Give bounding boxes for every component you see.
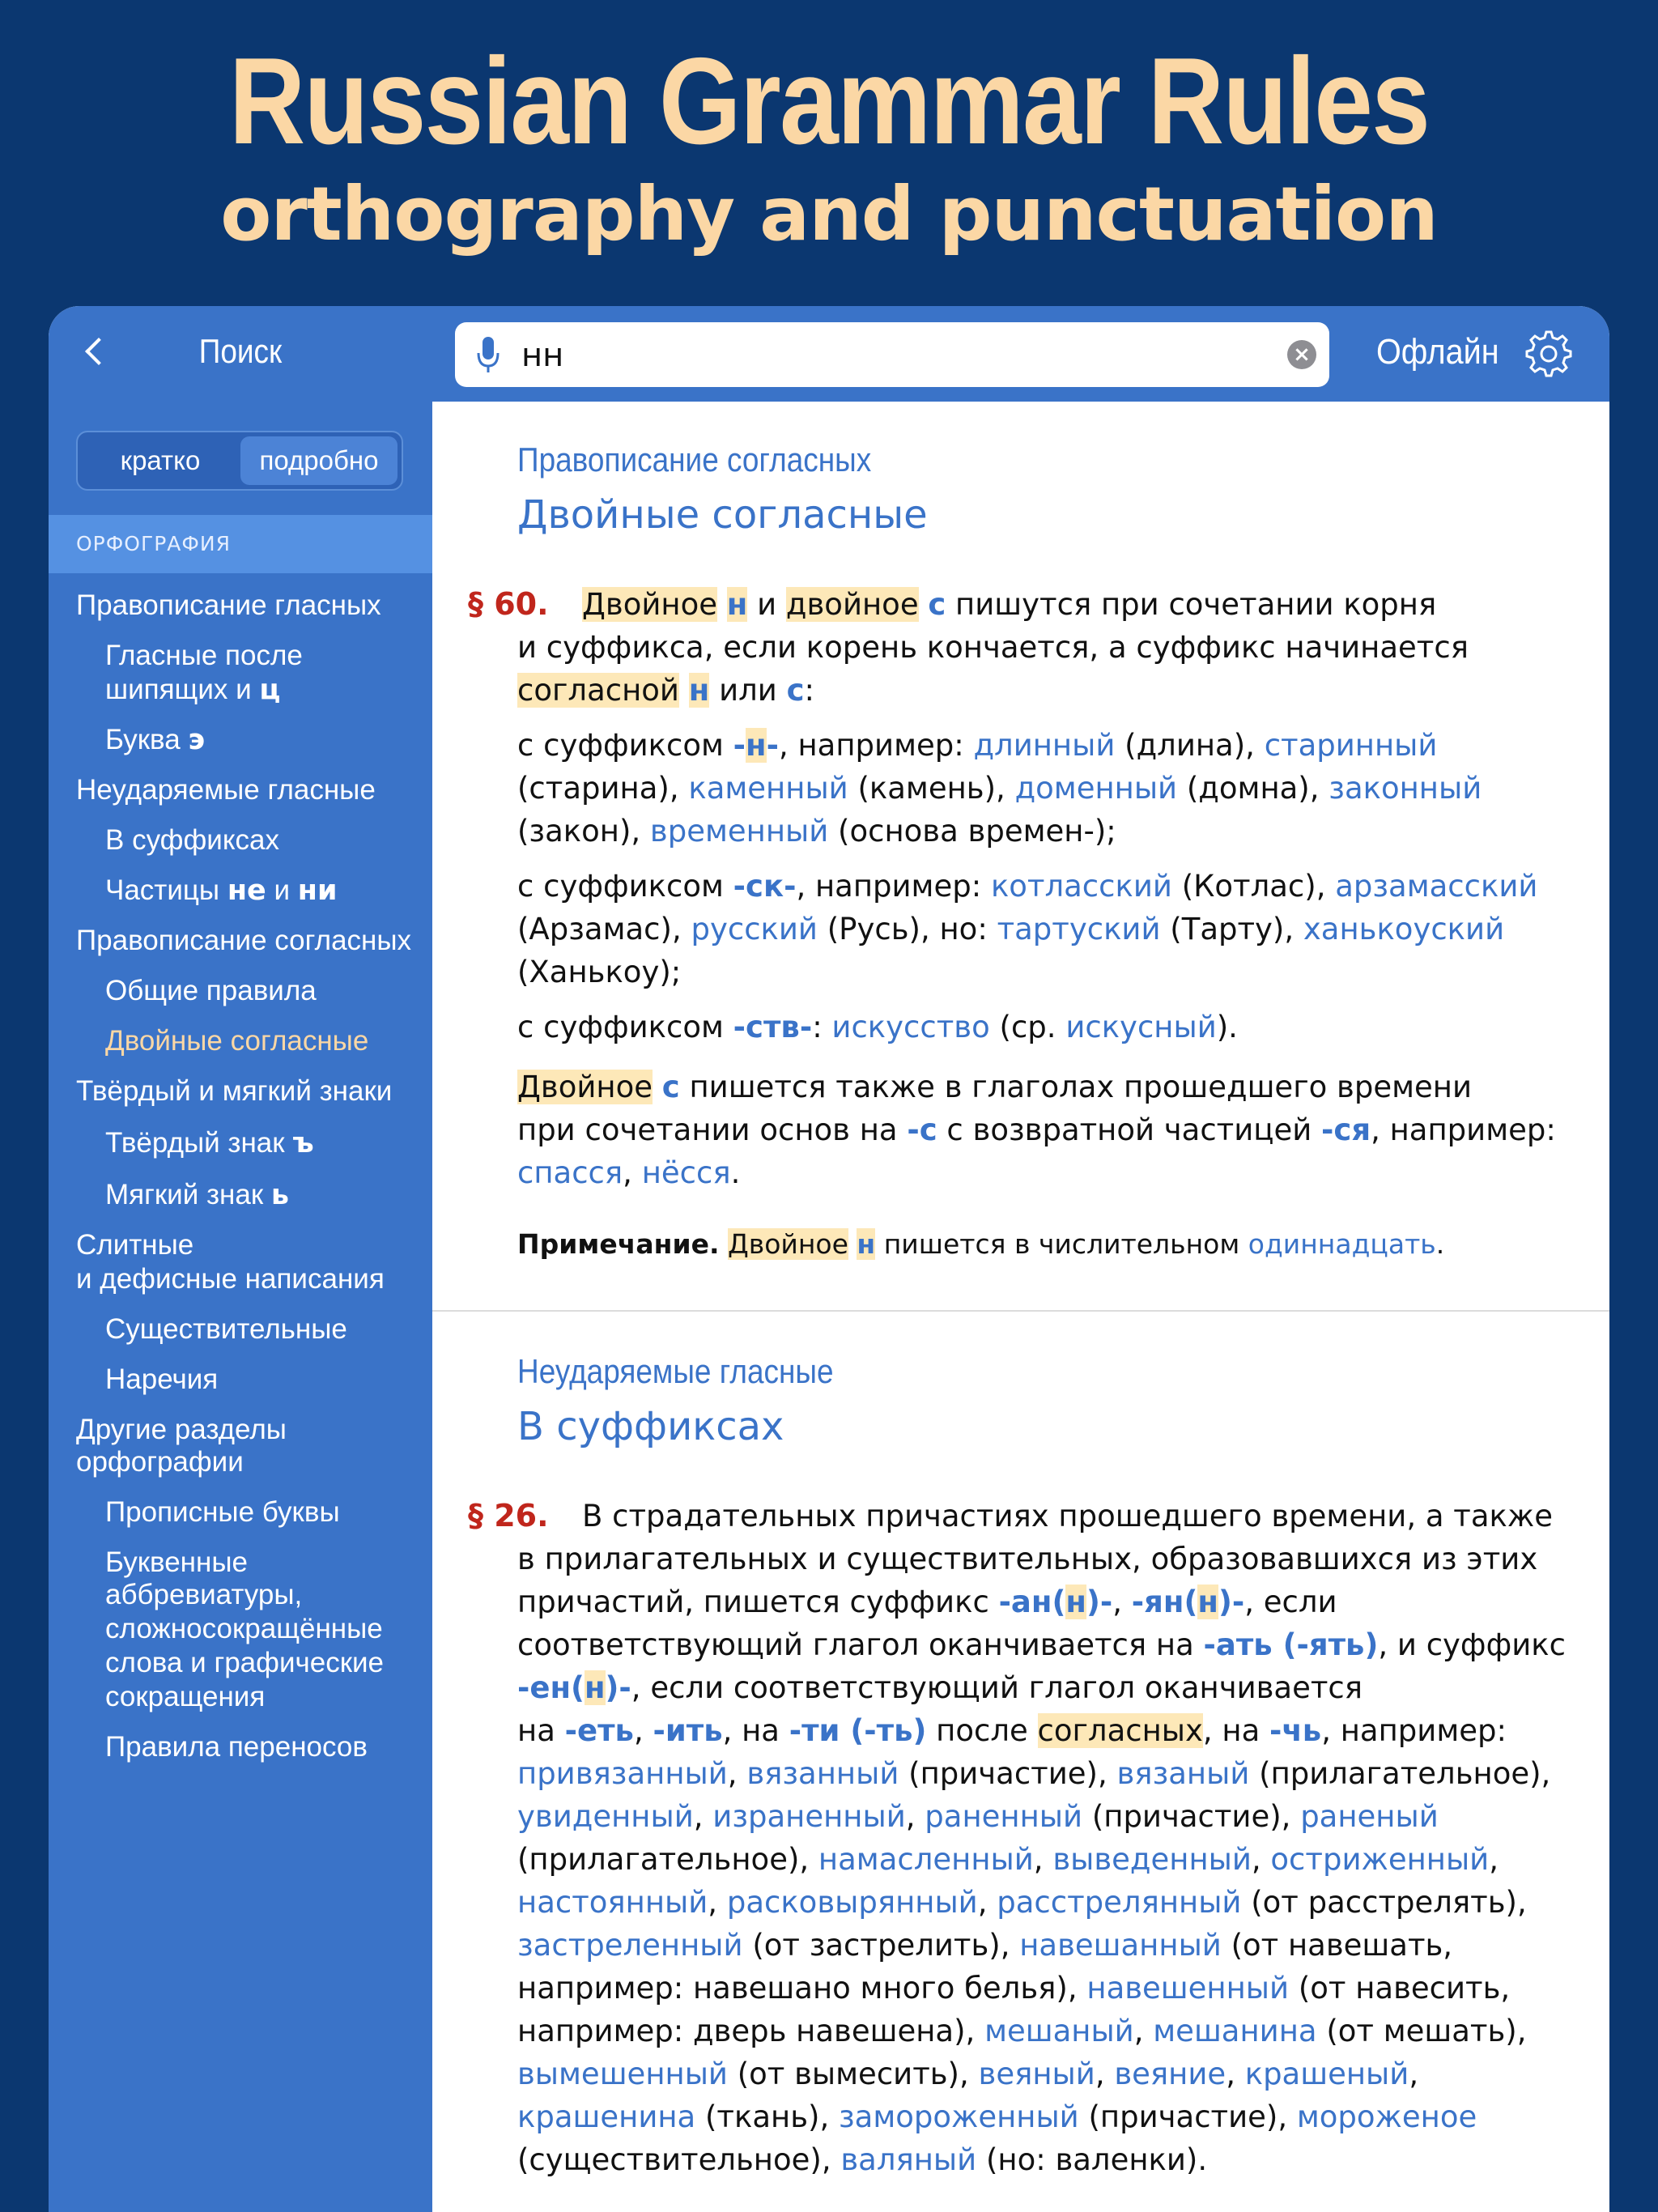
mode-short-button[interactable]: кратко <box>120 445 201 475</box>
promo-title: Russian Grammar Rules <box>228 32 1430 170</box>
rule-paragraph: с суффиксом -ств-: искусство (ср. искусный). <box>517 1010 1238 1044</box>
rule-note: Примечание. Двойное н пишется в числительном одиннадцать. <box>517 1228 1445 1260</box>
article-title: В суффиксах <box>517 1404 784 1449</box>
paragraph-number: § 26. <box>468 1498 549 1534</box>
rule-paragraph: В страдательных причастиях прошедшего времени, а также в прилагательных и существительных, образовавшихся из этих причастий, пишется суффикс -ан(н)-, -ян(н)-, если соответствующий глагол оканчивается на -ать (-ять), и суффикс -ен(н)-, если соответствующий глагол оканчивается на -еть, -ить, на -ти (-ть) после согласных, на -чь, например: привязанный, вязанный (причастие), вязаный (прилагательное), увиденный, израненный, раненный (причастие), раненый (прилагательное), намасленный, выведенный, остриженный, настоянный, расковырянный, расстрелянный (от расстрелять), застреленный (от застрелить), навешанный (от навешать, например: навешано много белья), навешенный (от навесить, например: дверь навешена), мешаный, мешанина (от мешать), вымешенный (от вымесить), веяный, веяние, крашеный, крашенина (ткань), замороженный (причастие), мороженое (существительное), валяный (но: валенки). <box>517 1499 1566 2177</box>
app-window <box>49 306 1609 2212</box>
sidebar-item[interactable]: Слитные <box>76 1229 194 1261</box>
sidebar-item[interactable]: Общие правила <box>105 975 317 1006</box>
sidebar-item[interactable]: шипящих и ц <box>105 674 281 706</box>
sidebar-item[interactable]: сокращения <box>105 1681 266 1712</box>
article-content <box>432 402 1609 2212</box>
sidebar-item[interactable]: сложносокращённые <box>105 1613 383 1644</box>
search-field[interactable] <box>455 322 1329 387</box>
microphone-icon[interactable] <box>476 335 500 374</box>
sidebar-nav <box>49 573 432 1763</box>
sidebar <box>49 306 432 2212</box>
rule-paragraph: Двойное н и двойное с пишутся при сочетании корня и суффикса, если корень кончается, а суффикс начинается согласной н или с: <box>517 587 1469 708</box>
sidebar-item[interactable]: Неударяемые гласные <box>76 774 376 806</box>
sidebar-item[interactable]: Правописание согласных <box>76 925 412 956</box>
sidebar-header <box>49 306 432 402</box>
sidebar-item[interactable]: Существительные <box>105 1313 347 1345</box>
sidebar-item[interactable]: слова и графические <box>105 1647 385 1678</box>
paragraph-number: § 60. <box>468 586 549 622</box>
sidebar-item[interactable]: Правописание гласных <box>76 589 381 621</box>
article-supertitle: Неударяемые гласные <box>517 1352 834 1390</box>
sidebar-item[interactable]: Буква э <box>105 724 206 756</box>
sidebar-item[interactable]: Буквенные аббревиатуры, <box>105 1546 303 1610</box>
search-input[interactable]: нн <box>521 337 564 374</box>
sidebar-item[interactable]: Твёрдый и мягкий знаки <box>76 1075 393 1107</box>
mode-segmented-control <box>76 431 403 491</box>
sidebar-title: Поиск <box>198 332 283 370</box>
rule-paragraph: с суффиксом -ск-, например: котласский (Котлас), арзамасский (Арзамас), русский (Русь), но: тартуский (Тарту), ханькоуский (Ханькоу); <box>517 869 1538 989</box>
sidebar-item[interactable]: Гласные после <box>105 640 303 671</box>
promo-banner <box>0 0 1658 308</box>
article-title: Двойные согласные <box>517 492 928 538</box>
article-double-consonants <box>432 402 1609 1312</box>
rule-paragraph: с суффиксом -н-, например: длинный (длина), старинный (старина), каменный (камень), доменный (домна), законный (закон), временный (основа времен-); <box>517 728 1482 849</box>
sidebar-item[interactable]: и дефисные написания <box>76 1263 385 1295</box>
gear-icon[interactable] <box>1524 329 1574 379</box>
sidebar-item[interactable]: Прописные буквы <box>105 1496 340 1528</box>
sidebar-item[interactable]: В суффиксах <box>105 824 279 856</box>
rule-paragraph: Двойное с пишется также в глаголах прошедшего времени при сочетании основ на -с с возвратной частицей -ся, например: спасся, нёсся. <box>517 1070 1556 1190</box>
sidebar-section-header: ОРФОГРАФИЯ <box>49 515 432 573</box>
article-supertitle: Правописание согласных <box>517 440 872 479</box>
offline-button[interactable]: Офлайн <box>1376 332 1499 372</box>
sidebar-item-active[interactable]: Двойные согласные <box>105 1025 369 1057</box>
sidebar-item[interactable]: Правила переносов <box>105 1731 368 1763</box>
sidebar-item[interactable]: Частицы не и ни <box>105 874 338 907</box>
sidebar-item[interactable]: Твёрдый знак ъ <box>105 1127 314 1159</box>
sidebar-item[interactable]: Мягкий знак ь <box>105 1179 290 1211</box>
promo-subtitle: orthography and punctuation <box>220 171 1438 257</box>
sidebar-item[interactable]: Другие разделы орфографии <box>76 1414 287 1478</box>
top-toolbar <box>432 306 1609 402</box>
clear-icon[interactable]: × <box>1287 340 1316 369</box>
sidebar-item[interactable]: Наречия <box>105 1363 219 1395</box>
mode-detailed-button[interactable]: подробно <box>240 436 397 485</box>
